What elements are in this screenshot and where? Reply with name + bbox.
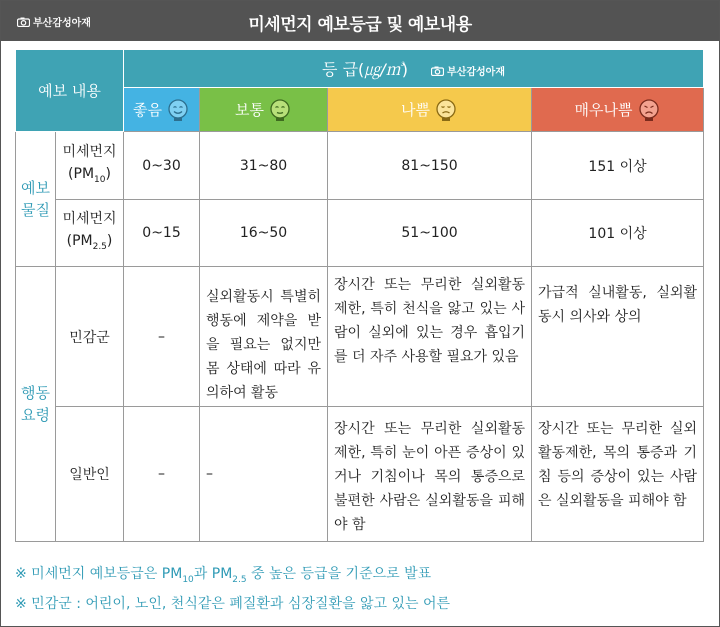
pm10-normal: 31~80 <box>200 132 328 200</box>
pm10-sub: 10 <box>94 174 106 185</box>
page-title: 미세먼지 예보등급 및 예보내용 <box>248 15 472 35</box>
footnote-2: ※ 민감군 : 어린이, 노인, 천식같은 폐질환과 심장질환을 앓고 있는 어른 <box>15 595 450 612</box>
grade-bad-label: 나쁨 <box>401 101 430 119</box>
footnote-1-sub-25: 2.5 <box>232 574 247 585</box>
pm25-very-bad: 101 이상 <box>532 200 704 267</box>
general-very-bad: 장시간 또는 무리한 실외활동제한, 목의 통증과 기침 등의 증상이 있는 사람은 실외활동을 피해야 함 <box>532 407 704 542</box>
watermark-text: 부산감성아재 <box>33 18 91 29</box>
angry-face-icon <box>637 98 661 122</box>
neutral-face-icon <box>268 98 292 122</box>
grade-normal <box>200 88 328 132</box>
footnote-1-part-b: 과 PM <box>193 566 233 582</box>
pm25-good: 0~15 <box>124 200 200 267</box>
grade-very-bad-label: 매우나쁨 <box>574 101 633 119</box>
pm10-name: 미세먼지 <box>62 143 117 160</box>
grade-unit: ㎍/㎥ <box>364 60 402 79</box>
footnote-1-part-c: 중 높은 등급을 기준으로 발표 <box>246 566 432 582</box>
corner-header: 예보 내용 <box>16 50 124 132</box>
camera-icon <box>431 66 444 76</box>
grade-header-text: 등 급( <box>322 60 365 79</box>
pm25-name: 미세먼지 <box>62 211 117 228</box>
substance-category-line1: 예보 <box>21 179 50 197</box>
pm25-label <box>56 200 124 267</box>
footnote-1-part-a: ※ 미세먼지 예보등급은 PM <box>15 566 183 582</box>
pm25-normal: 16~50 <box>200 200 328 267</box>
pm25-sub: 2.5 <box>92 241 107 252</box>
grade-watermark <box>431 63 505 78</box>
general-good: – <box>124 407 200 542</box>
pm10-close: ) <box>105 165 111 182</box>
forecast-table <box>15 49 704 542</box>
sensitive-normal: 실외활동시 특별히 행동에 제약을 받을 필요는 없지만 몸 상태에 따라 유의하여 활동 <box>200 267 328 407</box>
grade-bad <box>328 88 532 132</box>
action-category-line2: 요령 <box>21 406 50 424</box>
grade-very-bad <box>532 88 704 132</box>
substance-category <box>16 132 56 267</box>
action-category-line1: 행동 <box>21 384 50 402</box>
footnote-1 <box>15 562 450 592</box>
grade-good-label: 좋음 <box>133 101 162 119</box>
sensitive-good: – <box>124 267 200 407</box>
pm10-pm: (PM <box>68 165 95 182</box>
pm10-good: 0~30 <box>124 132 200 200</box>
footnote-1-sub-10: 10 <box>182 574 194 585</box>
smiling-face-icon <box>166 98 190 122</box>
grade-good <box>124 88 200 132</box>
pm25-bad: 51~100 <box>328 200 532 267</box>
grade-header <box>124 50 704 88</box>
title-bar <box>1 1 719 41</box>
grade-header-close: ) <box>401 60 408 79</box>
pm10-very-bad: 151 이상 <box>532 132 704 200</box>
pm10-label <box>56 132 124 200</box>
pm25-close: ) <box>106 233 113 250</box>
general-label: 일반인 <box>56 407 124 542</box>
general-bad: 장시간 또는 무리한 실외활동 제한, 특히 눈이 아픈 증상이 있거나 기침이나 목의 통증으로 불편한 사람은 실외활동을 피해야 함 <box>328 407 532 542</box>
action-category <box>16 267 56 542</box>
sensitive-very-bad: 가급적 실내활동, 실외활동시 의사와 상의 <box>532 267 704 407</box>
pm25-pm: (PM <box>66 233 93 250</box>
grade-normal-label: 보통 <box>235 101 264 119</box>
general-normal: – <box>200 407 328 542</box>
footnotes <box>15 562 450 616</box>
substance-category-line2: 물질 <box>21 201 50 219</box>
pm10-bad: 81~150 <box>328 132 532 200</box>
sad-face-icon <box>434 98 458 122</box>
sensitive-label: 민감군 <box>56 267 124 407</box>
grade-watermark-text: 부산감성아재 <box>447 67 506 78</box>
sensitive-bad: 장시간 또는 무리한 실외활동 제한, 특히 천식을 앓고 있는 사람이 실외에 있는 경우 흡입기를 더 자주 사용할 필요가 있음 <box>328 267 532 407</box>
